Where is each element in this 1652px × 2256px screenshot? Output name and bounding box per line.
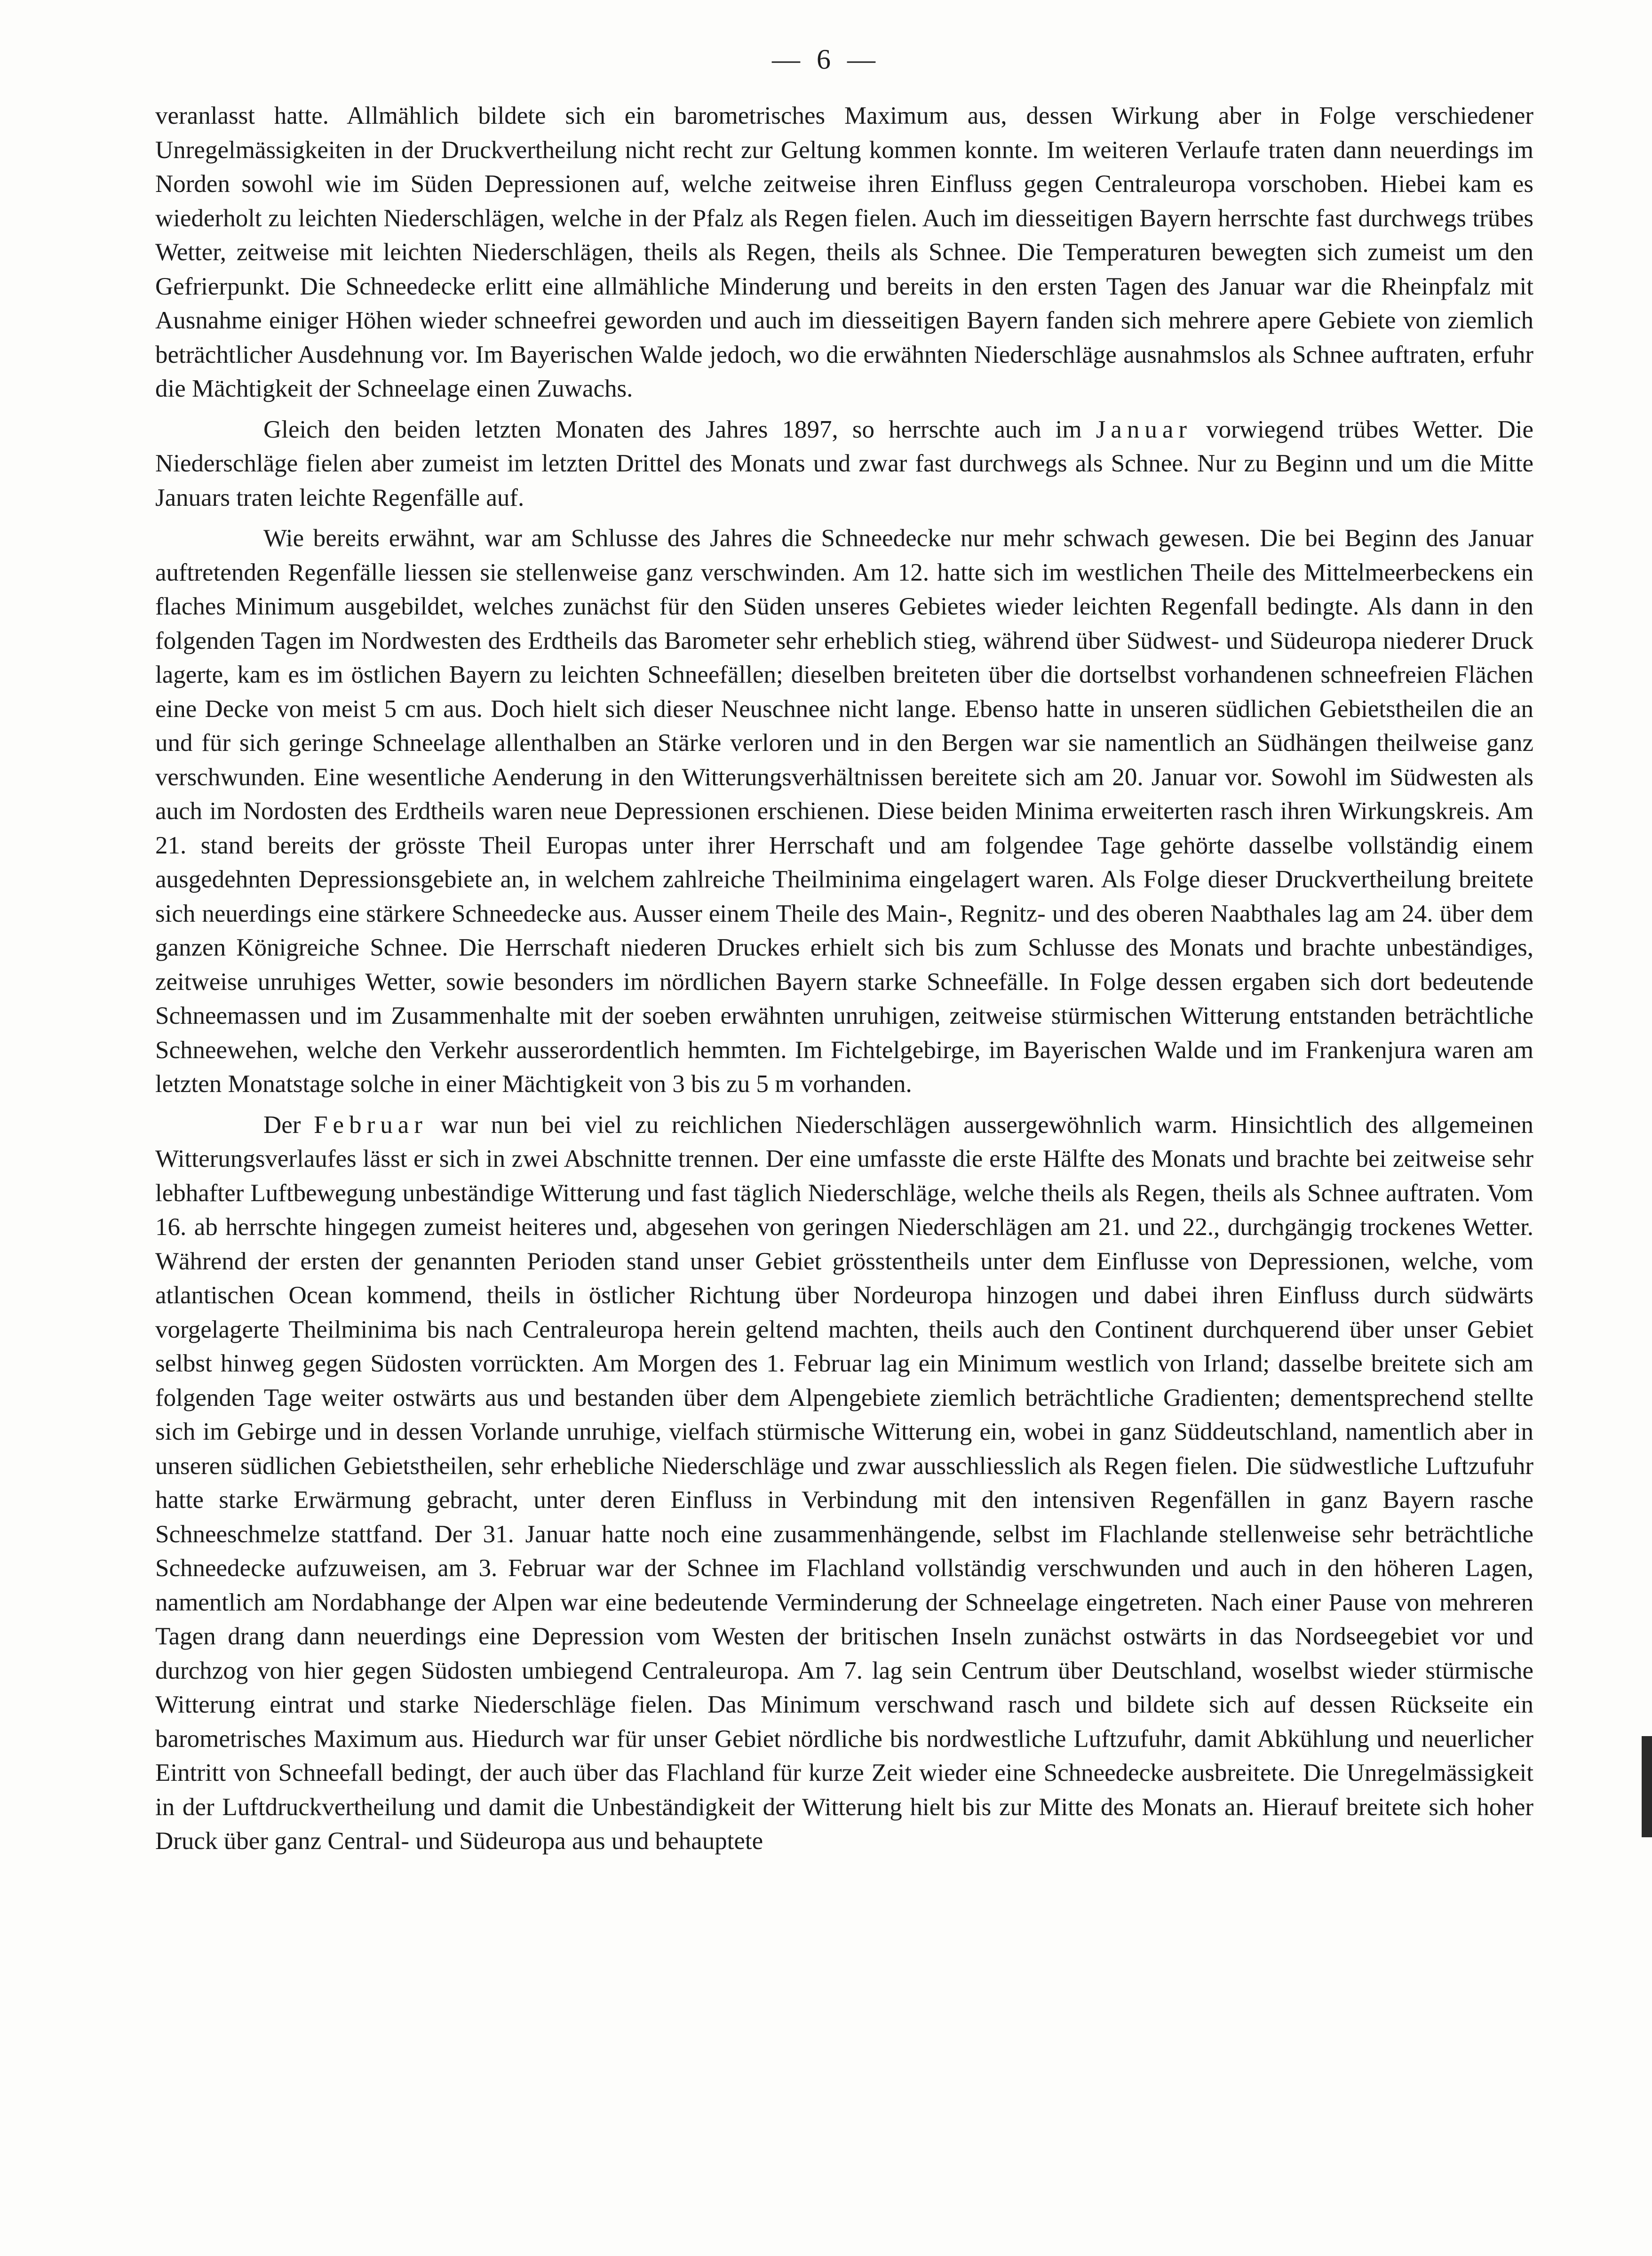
month-name-januar: Januar [1096,415,1192,443]
paragraph-february-lead: Der [263,1111,301,1139]
paragraph-january-overview-lead: Gleich den beiden letzten Monaten des Jahres 1897, so herrschte auch im [263,415,1082,443]
paragraph-january-details: Wie bereits erwähnt, war am Schlusse des Jahres die Schneedecke nur mehr schwach gewesen. Die bei Beginn des Januar auftretenden Regenfälle liessen sie stellenweise ganz verschwinden. Am 12. hatte sich im westlichen Theile des Mittelmeerbeckens ein flaches Minimum ausgebildet, welches zunächst für den Süden unseres Gebietes wieder leichten Regenfall bedingte. Als dann in den folgenden Tagen im Nordwesten des Erdtheils das Barometer sehr erheblich stieg, während über Südwest- und Südeuropa niederer Druck lagerte, kam es im östlichen Bayern zu leichten Schneefällen; dieselben breiteten über die dortselbst vorhandenen schneefreien Flächen eine Decke von meist 5 cm aus. Doch hielt sich dieser Neuschnee nicht lange. Ebenso hatte in unseren südlichen Gebietstheilen die an und für sich geringe Schneelage allenthalben an Stärke verloren und in den Bergen war sie namentlich an Südhängen theilweise ganz verschwunden. Eine wesentliche Aenderung in den Witterungsverhältnissen bereitete sich am 20. Januar vor. Sowohl im Südwesten als auch im Nordosten des Erdtheils waren neue Depressionen erschienen. Diese beiden Minima erweiterten rasch ihren Wirkungskreis. Am 21. stand bereits der grösste Theil Europas unter ihrer Herrschaft und am folgendee Tage gehörte dasselbe vollständig einem ausgedehnten Depressionsgebiete an, in welchem zahlreiche Theilminima eingelagert waren. Als Folge dieser Druckvertheilung breitete sich neuerdings eine stärkere Schneedecke aus. Ausser einem Theile des Main-, Regnitz- und des oberen Naabthales lag am 24. über dem ganzen Königreiche Schnee. Die Herrschaft niederen Druckes erhielt sich bis zum Schlusse des Monats und brachte unbeständiges, zeitweise unruhiges Wetter, sowie besonders im nördlichen Bayern starke Schneefälle. In Folge dessen ergaben sich dort bedeutende Schneemassen und im Zusammenhalte mit der soeben erwähnten unruhigen, zeitweise stürmischen Witterung entstanden beträchtliche Schneewehen, welche den Verkehr ausserordentlich hemmten. Im Fichtelgebirge, im Bayerischen Walde und im Frankenjura waren am letzten Monatstage solche in einer Mächtigkeit von 3 bis zu 5 m vorhanden. [155,525,1533,1098]
paragraph-january-overview-rest: vorwiegend trübes Wetter. Die Niederschläge fielen aber zumeist im letzten Drittel des Monats und zwar fast durchwegs als Schnee. Nur zu Beginn und um die Mitte Januars traten leichte Regenfälle auf. [155,415,1534,511]
scan-edge-mark [1642,1736,1652,1837]
paragraph-december-continuation: veranlasst hatte. Allmählich bildete sich ein barometrisches Maximum aus, dessen Wirkung aber in Folge verschiedener Unregelmässigkeiten in der Druckvertheilung nicht recht zur Geltung kommen konnte. Im weiteren Verlaufe traten dann neuerdings im Norden sowohl wie im Süden Depressionen auf, welche zeitweise ihren Einfluss gegen Centraleuropa vorschoben. Hiebei kam es wiederholt zu leichten Niederschlägen, welche in der Pfalz als Regen fielen. Auch im diesseitigen Bayern herrschte fast durchwegs trübes Wetter, zeitweise mit leichten Niederschlägen, theils als Regen, theils als Schnee. Die Temperaturen bewegten sich zumeist um den Gefrierpunkt. Die Schneedecke erlitt eine allmähliche Minderung und bereits in den ersten Tagen des Januar war die Rheinpfalz mit Ausnahme einiger Höhen wieder schneefrei geworden und auch im diesseitigen Bayern fanden sich mehrere apere Gebiete von ziemlich beträchtlicher Ausdehnung vor. Im Bayerischen Walde jedoch, wo die erwähnten Niederschläge ausnahmslos als Schnee auftraten, erfuhr die Mächtigkeit der Schneelage einen Zuwachs. [155,102,1533,402]
body-text [155,99,1533,1858]
paragraph-january-overview [155,413,1533,515]
month-name-februar: Februar [314,1111,428,1139]
page-number: — 6 — [772,44,880,75]
paragraph-february [155,1108,1533,1858]
paragraph-february-rest: war nun bei viel zu reichlichen Niederschlägen aussergewöhnlich warm. Hinsichtlich des allgemeinen Witterungsverlaufes lässt er sich in zwei Abschnitte trennen. Der eine umfasste die erste Hälfte des Monats und brachte bei zeitweise sehr lebhafter Luftbewegung unbeständige Witterung und fast täglich Niederschläge, welche theils als Regen, theils als Schnee auftraten. Vom 16. ab herrschte hingegen zumeist heiteres und, abgesehen von geringen Niederschlägen am 21. und 22., durchgängig trockenes Wetter. Während der ersten der genannten Perioden stand unser Gebiet grösstentheils unter dem Einflusse von Depressionen, welche, vom atlantischen Ocean kommend, theils in östlicher Richtung über Nordeuropa hinzogen und dabei ihren Einfluss durch südwärts vorgelagerte Theilminima bis nach Centraleuropa herein geltend machten, theils auch den Continent durchquerend über unser Gebiet selbst hinweg gegen Südosten vorrückten. Am Morgen des 1. Februar lag ein Minimum westlich von Irland; dasselbe breitete sich am folgenden Tage weiter ostwärts aus und bestanden über dem Alpengebiete ziemlich beträchtliche Gradienten; dementsprechend stellte sich im Gebirge und in dessen Vorlande unruhige, vielfach stürmische Witterung ein, wobei in ganz Süddeutschland, namentlich aber in unseren südlichen Gebietstheilen, sehr erhebliche Niederschläge und zwar ausschliesslich als Regen fielen. Die südwestliche Luftzufuhr hatte starke Erwärmung gebracht, unter deren Einfluss in Verbindung mit den intensiven Regenfällen in ganz Bayern rasche Schneeschmelze stattfand. Der 31. Januar hatte noch eine zusammenhängende, selbst im Flachlande stellenweise sehr beträchtliche Schneedecke aufzuweisen, am 3. Februar war der Schnee im Flachland vollständig verschwunden und auch in den höheren Lagen, namentlich am Nordabhange der Alpen war eine bedeutende Verminderung der Schneelage eingetreten. Nach einer Pause von mehreren Tagen drang dann neuerdings eine Depression vom Westen der britischen Inseln zunächst ostwärts in das Nordseegebiet vor und durchzog von hier gegen Südosten umbiegend Centraleuropa. Am 7. lag sein Centrum über Deutschland, woselbst wieder stürmische Witterung eintrat und starke Niederschläge fielen. Das Minimum verschwand rasch und bildete sich auf dessen Rückseite ein barometrisches Maximum aus. Hiedurch war für unser Gebiet nördliche bis nordwestliche Luftzufuhr, damit Abkühlung und neuerlicher Eintritt von Schneefall bedingt, der auch über das Flachland für kurze Zeit wieder eine Schneedecke ausbreitete. Die Unregelmässigkeit in der Luftdruckvertheilung und damit die Unbeständigkeit der Witterung hielt bis zur Mitte des Monats an. Hierauf breitete sich hoher Druck über ganz Central- und Südeuropa aus und behauptete [155,1111,1533,1855]
